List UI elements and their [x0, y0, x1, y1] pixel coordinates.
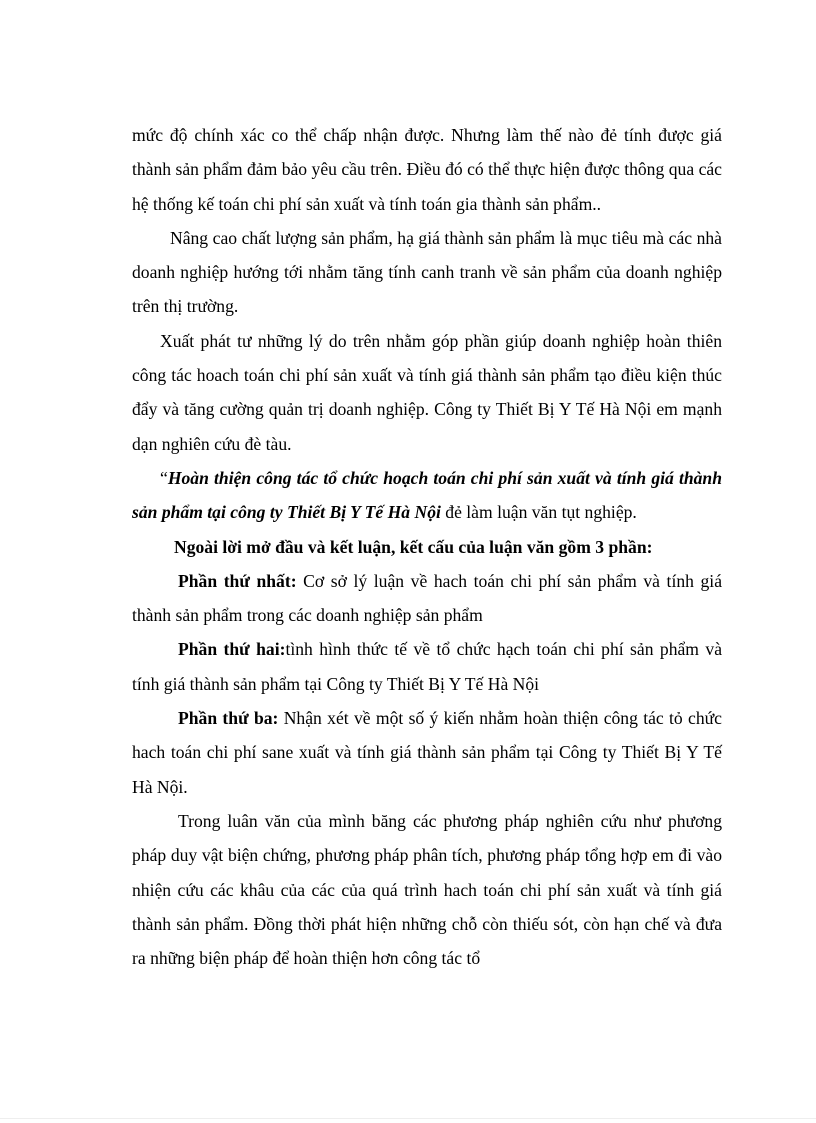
part-two-text: tình hình thức tế về tổ chức hạch toán chi phí sản phẩm và tính giá thành sản phẩm tại Công ty Thiết Bị Y Tế Hà Nội: [132, 639, 722, 694]
document-page: [132, 118, 722, 975]
part-two-label: Phần thứ hai:: [178, 639, 286, 660]
thesis-title-suffix: đẻ làm luận văn tụt nghiệp.: [440, 502, 637, 523]
part-one: [132, 564, 722, 633]
paragraph-quality-goal: Nâng cao chất lượng sản phẩm, hạ giá thành sản phẩm là mục tiêu mà các nhà doanh nghiệp hướng tới nhằm tăng tính canh tranh về sản phẩm của doanh nghiệp trên thị trường.: [132, 227, 722, 317]
part-three-text: Nhận xét về một số ý kiến nhằm hoàn thiện công tác tỏ chức hach toán chi phí sane xuất và tính giá thành sản phẩm tại Công ty Thiết Bị Y Tế Hà Nội.: [132, 708, 722, 797]
page-bottom-edge: [0, 1118, 816, 1119]
paragraph-intro-continuation: mức độ chính xác co thể chấp nhận được. Nhưng làm thế nào đẻ tính được giá thành sản phẩm đảm bảo yêu cầu trên. Điều đó có thể thực hiện được thông qua các hệ thống kế toán chi phí sản xuất và tính toán gia thành sản phẩm..: [132, 125, 722, 214]
thesis-title: Hoàn thiện công tác tổ chức hoạch toán chi phí sản xuất và tính giá thành sản phẩm tại công ty Thiết Bị Y Tế Hà Nội: [132, 467, 722, 523]
part-three: [132, 701, 722, 804]
paragraph-thesis-title: [132, 461, 722, 530]
opening-quote: “: [160, 467, 168, 488]
part-two: [132, 632, 722, 701]
paragraph-motivation: Xuất phát tư những lý do trên nhằm góp phần giúp doanh nghiệp hoàn thiên công tác hoach toán chi phí sản xuất và tính giá thành sản phẩm tạo điều kiện thúc đẩy và tăng cường quản trị doanh nghiệp. Công ty Thiết Bị Y Tế Hà Nội em mạnh dạn nghiên cứu đè tàu.: [132, 330, 722, 454]
part-one-text: Cơ sở lý luận về hach toán chi phí sản phẩm và tính giá thành sản phẩm trong các doanh nghiệp sản phẩm: [132, 570, 722, 626]
part-three-label: Phần thứ ba:: [178, 708, 279, 729]
part-one-label: Phần thứ nhất:: [178, 570, 297, 591]
paragraph-methods: Trong luân văn của mình băng các phương pháp nghiên cứu như phương pháp duy vật biện chứng, phương pháp phân tích, phương pháp tổng hợp em đi vào nhiện cứu các khâu của các của quá trình hach toán chi phí sản xuất và tính giá thành sản phẩm. Đồng thời phát hiện những chỗ còn thiếu sót, còn hạn chế và đưa ra những biện pháp để hoàn thiện hơn công tác tổ: [132, 810, 722, 969]
structure-heading: Ngoài lời mở đầu và kết luận, kết cấu của luận văn gồm 3 phần:: [174, 536, 653, 557]
